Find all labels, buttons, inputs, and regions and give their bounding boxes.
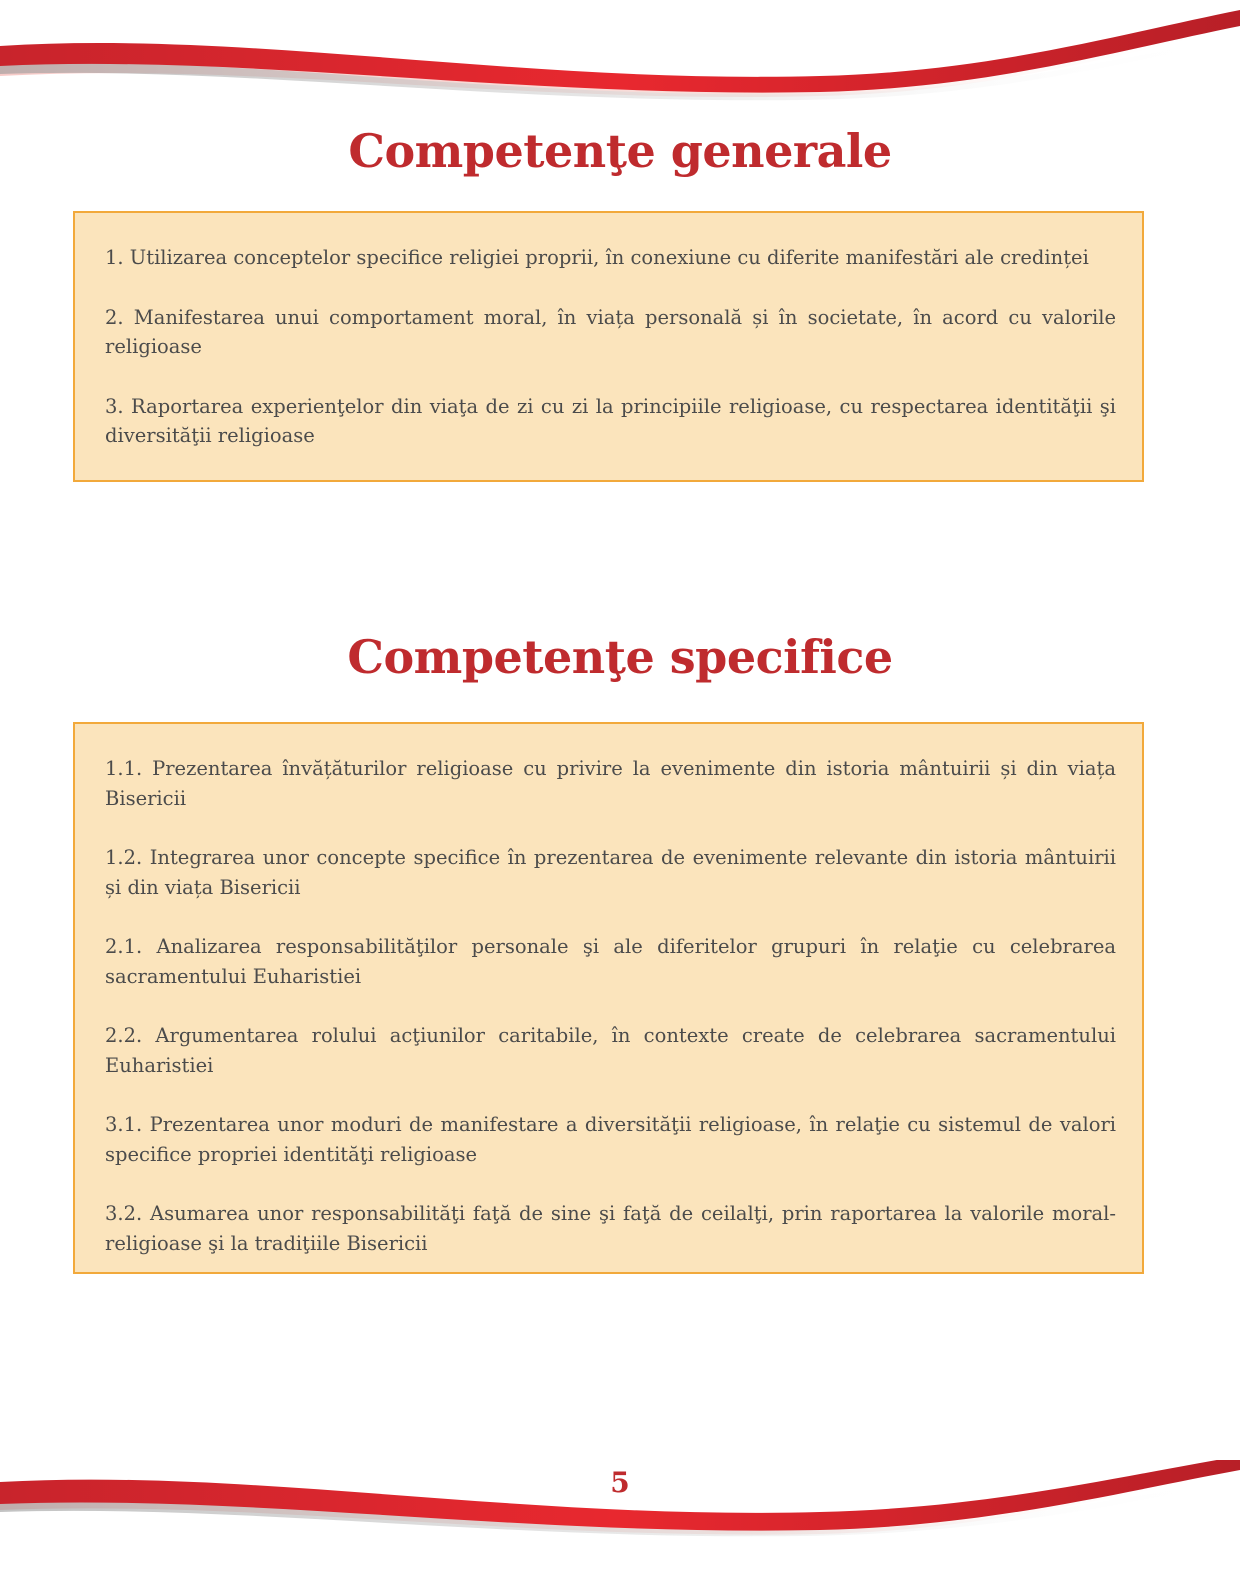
- list-item: 2.2. Argumentarea rolului acţiunilor caritabile, în contexte create de celebrarea sacramentului Euharistiei: [105, 1024, 1116, 1077]
- top-decorative-wave: [0, 0, 1240, 110]
- page-number: 5: [610, 1466, 630, 1499]
- list-item: 1.2. Integrarea unor concepte specifice în prezentarea de evenimente relevante din istoria mântuirii și din viața Bisericii: [105, 846, 1116, 899]
- general-competences-title: Competenţe generale: [348, 124, 892, 178]
- list-item: 2. Manifestarea unui comportament moral, în viața personală și în societate, în acord cu valorile religioase: [105, 305, 1116, 358]
- list-item: 2.1. Analizarea responsabilităţilor personale şi ale diferitelor grupuri în relaţie cu celebrarea sacramentului Euharistiei: [105, 935, 1116, 988]
- specific-competences-box: [73, 722, 1144, 1274]
- list-item: 3. Raportarea experienţelor din viaţa de zi cu zi la principiile religioase, cu respectarea identităţii şi diversităţii religioase: [105, 394, 1116, 447]
- general-competences-box: [73, 211, 1144, 482]
- list-item: 3.1. Prezentarea unor moduri de manifestare a diversităţii religioase, în relaţie cu sistemul de valori specifice propriei identităţi religioase: [105, 1113, 1116, 1166]
- list-item: 3.2. Asumarea unor responsabilităţi faţă de sine şi faţă de ceilalţi, prin raportarea la valorile moral-religioase şi la tradiţiile Bisericii: [105, 1202, 1116, 1255]
- list-item: 1.1. Prezentarea învățăturilor religioase cu privire la evenimente din istoria mântuirii și din viața Bisericii: [105, 757, 1116, 810]
- list-item: 1. Utilizarea conceptelor specifice religiei proprii, în conexiune cu diferite manifestări ale credinței: [105, 246, 1089, 269]
- specific-competences-title: Competenţe specifice: [347, 630, 893, 684]
